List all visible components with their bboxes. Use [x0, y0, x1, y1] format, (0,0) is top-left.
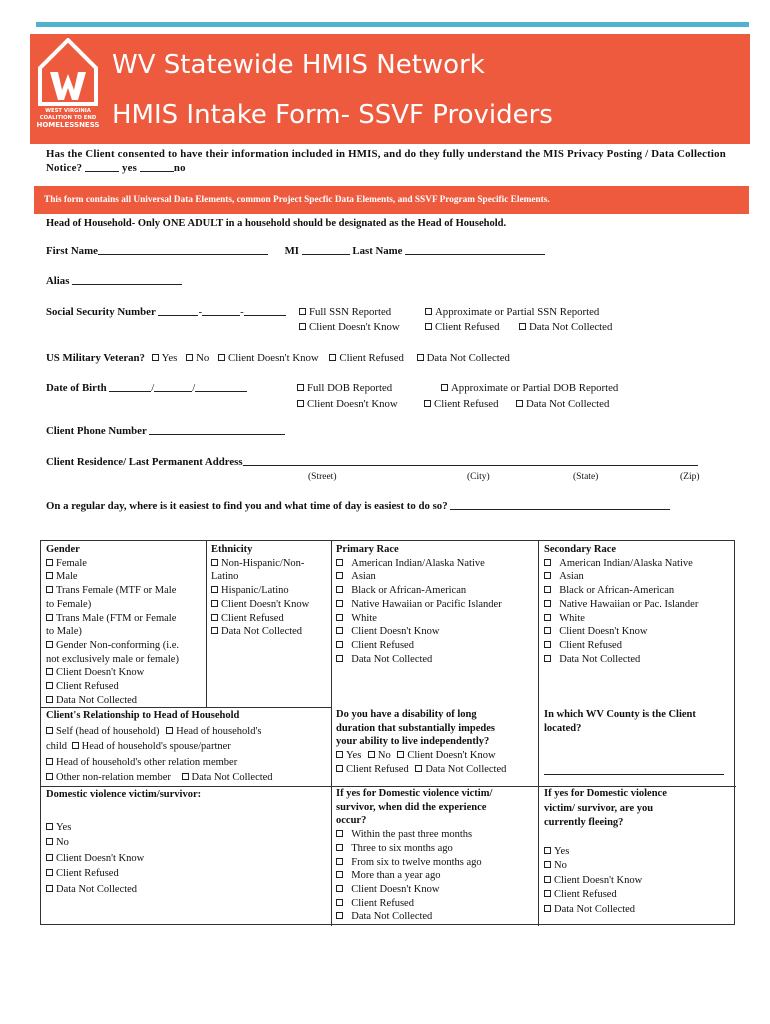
gender-male[interactable]: Male — [46, 570, 179, 584]
secondary-race-option[interactable]: Black or African-American — [544, 584, 698, 598]
checkbox-icon — [368, 751, 375, 758]
checkbox-icon — [336, 627, 343, 634]
checkbox-icon — [415, 765, 422, 772]
checkbox-icon — [46, 854, 53, 861]
ethnicity-cell: Ethnicity Non-Hispanic/Non- Latino Hispanic/Latino Client Doesn't Know Client Refused Data Not Collected — [211, 544, 310, 638]
checkbox-icon — [46, 641, 53, 648]
ssn-part2[interactable] — [202, 306, 240, 316]
veteran-dnc[interactable]: Data Not Collected — [417, 352, 510, 364]
checkbox-icon — [336, 614, 343, 621]
checkbox-icon — [336, 600, 343, 607]
dob-dnc-option[interactable]: Data Not Collected — [516, 398, 609, 410]
ssn-refused-option[interactable]: Client Refused — [425, 321, 499, 333]
veteran-dk[interactable]: Client Doesn't Know — [218, 352, 319, 364]
primary-race-cell: Primary Race American Indian/Alaska Native Asian Black or African-American Native Hawaiian or Pacific Islander White Client Doesn't Know Client Refused Data Not Collected — [336, 544, 502, 665]
disability-yes[interactable]: Yes — [336, 750, 361, 761]
ssn-full-option[interactable]: Full SSN Reported — [299, 306, 391, 318]
veteran-no[interactable]: No — [186, 352, 209, 364]
alias-field[interactable] — [72, 275, 182, 285]
alias-row: Alias — [46, 275, 182, 287]
dv-when-option[interactable]: More than a year ago — [336, 869, 492, 883]
checkbox-icon — [336, 765, 343, 772]
primary-race-option[interactable]: Native Hawaiian or Pacific Islander — [336, 598, 502, 612]
dv-when-option[interactable]: Client Refused — [336, 897, 492, 911]
primary-race-option[interactable]: White — [336, 612, 502, 626]
rel-hoh-child[interactable]: Head of household's — [166, 726, 261, 737]
hoh-note: Head of Household- Only ONE ADULT in a household should be designated as the Head of Household. — [46, 218, 507, 229]
checkbox-icon — [211, 586, 218, 593]
checkbox-icon — [425, 323, 432, 330]
ethnicity-non-hispanic[interactable]: Non-Hispanic/Non- — [211, 557, 309, 571]
ethnicity-dk[interactable]: Client Doesn't Know — [211, 598, 309, 612]
gender-trans-female[interactable]: Trans Female (MTF or Male — [46, 584, 179, 598]
checkbox-icon — [519, 323, 526, 330]
primary-race-option[interactable]: Client Doesn't Know — [336, 625, 502, 639]
form-title: HMIS Intake Form- SSVF Providers — [112, 100, 553, 130]
dv-when-option[interactable]: Three to six months ago — [336, 842, 492, 856]
name-row: First Name MI Last Name — [46, 245, 545, 257]
checkbox-icon — [516, 400, 523, 407]
dob-refused-option[interactable]: Client Refused — [424, 398, 498, 410]
ssn-part3[interactable] — [244, 306, 286, 316]
street-label: (Street) — [308, 472, 337, 482]
dob-row: Date of Birth / / — [46, 382, 247, 394]
checkbox-icon — [544, 614, 551, 621]
dv-when-option[interactable]: Data Not Collected — [336, 910, 492, 924]
checkbox-icon — [72, 742, 79, 749]
checkbox-icon — [46, 682, 53, 689]
zip-label: (Zip) — [680, 472, 700, 482]
checkbox-icon — [166, 727, 173, 734]
checkbox-icon — [424, 400, 431, 407]
ssn-partial-option[interactable]: Approximate or Partial SSN Reported — [425, 306, 599, 318]
gender-refused[interactable]: Client Refused — [46, 680, 179, 694]
primary-race-option[interactable]: Client Refused — [336, 639, 502, 653]
rel-spouse[interactable]: Head of household's spouse/partner — [72, 741, 231, 752]
checkbox-icon — [544, 559, 551, 566]
ethnicity-dnc[interactable]: Data Not Collected — [211, 625, 309, 639]
secondary-race-option[interactable]: Client Refused — [544, 639, 698, 653]
veteran-refused[interactable]: Client Refused — [329, 352, 403, 364]
dv-no[interactable]: No — [46, 835, 201, 851]
rel-other-relation[interactable]: Head of household's other relation member — [46, 755, 273, 771]
dob-month[interactable] — [109, 382, 151, 392]
checkbox-icon — [544, 586, 551, 593]
dv-fleeing-refused[interactable]: Client Refused — [544, 888, 667, 903]
checkbox-icon — [336, 751, 343, 758]
top-accent-line — [36, 22, 749, 27]
dv-yes[interactable]: Yes — [46, 820, 201, 836]
veteran-yes[interactable]: Yes — [152, 352, 178, 364]
ssn-part1[interactable] — [158, 306, 198, 316]
regular-day-row: On a regular day, where is it easiest to find you and what time of day is easiest to do so? — [46, 500, 670, 512]
checkbox-icon — [46, 668, 53, 675]
checkbox-icon — [182, 773, 189, 780]
checkbox-icon — [46, 559, 53, 566]
checkbox-icon — [441, 384, 448, 391]
checkbox-icon — [46, 758, 53, 765]
checkbox-icon — [544, 572, 551, 579]
state-label: (State) — [573, 472, 599, 482]
info-banner: This form contains all Universal Data Elements, common Project Specfic Data Elements, and SSVF Program Specific Elements. — [34, 186, 749, 214]
gender-cell: Gender Female Male Trans Female (MTF or Male to Female) Trans Male (FTM or Female to Male) Gender Non-conforming (i.e. not exclusively male or female) Client Doesn't Know Client Refused Data Not Collected — [46, 544, 180, 706]
checkbox-icon — [544, 641, 551, 648]
disability-refused[interactable]: Client Refused — [336, 764, 409, 775]
gender-dnc[interactable]: Data Not Collected — [46, 694, 179, 708]
checkbox-icon — [186, 354, 193, 361]
dv-cell: Domestic violence victim/survivor: Yes No Client Doesn't Know Client Refused Data Not Collected — [46, 787, 201, 897]
checkbox-icon — [544, 890, 551, 897]
dv-fleeing-dk[interactable]: Client Doesn't Know — [544, 874, 667, 889]
checkbox-icon — [218, 354, 225, 361]
checkbox-icon — [46, 823, 53, 830]
checkbox-icon — [336, 912, 343, 919]
consent-yes-blank[interactable] — [85, 162, 119, 172]
ethnicity-hispanic[interactable]: Hispanic/Latino — [211, 584, 309, 598]
dv-fleeing-dnc[interactable]: Data Not Collected — [544, 903, 667, 918]
dv-when-option[interactable]: From six to twelve months ago — [336, 856, 492, 870]
dob-dk-option[interactable]: Client Doesn't Know — [297, 398, 398, 410]
checkbox-icon — [211, 614, 218, 621]
rel-self[interactable]: Self (head of household) — [46, 726, 160, 737]
checkbox-icon — [152, 354, 159, 361]
checkbox-icon — [336, 871, 343, 878]
checkbox-icon — [46, 696, 53, 703]
gender-nonconforming[interactable]: Gender Non-conforming (i.e. — [46, 639, 179, 653]
secondary-race-option[interactable]: Native Hawaiian or Pac. Islander — [544, 598, 698, 612]
disability-cell: Do you have a disability of long duration that substantially impedes your ability to live independently? Yes No Client Doesn't Know Client Refused Data Not Collected — [336, 709, 507, 775]
checkbox-icon — [336, 844, 343, 851]
checkbox-icon — [544, 861, 551, 868]
regular-day-field[interactable] — [450, 500, 670, 510]
dv-when-option[interactable]: Within the past three months — [336, 828, 492, 842]
dv-refused[interactable]: Client Refused — [46, 866, 201, 882]
primary-race-option[interactable]: Asian — [336, 570, 502, 584]
checkbox-icon — [336, 830, 343, 837]
dv-fleeing-yes[interactable]: Yes — [544, 845, 667, 860]
dob-year[interactable] — [195, 382, 247, 392]
dob-full-option[interactable]: Full DOB Reported — [297, 382, 392, 394]
relationship-cell: Client's Relationship to Head of Household Self (head of household) Head of household's child Head of household's spouse/partner Head of household's other relation member Other non-relation member Data Not Collected — [46, 710, 273, 783]
form-header — [30, 34, 750, 144]
checkbox-icon — [336, 885, 343, 892]
checkbox-icon — [397, 751, 404, 758]
gender-trans-male[interactable]: Trans Male (FTM or Female — [46, 612, 179, 626]
dv-fleeing-no[interactable]: No — [544, 859, 667, 874]
checkbox-icon — [297, 384, 304, 391]
residence-field[interactable] — [243, 456, 698, 466]
dv-dk[interactable]: Client Doesn't Know — [46, 851, 201, 867]
checkbox-icon — [417, 354, 424, 361]
checkbox-icon — [336, 586, 343, 593]
ethnicity-refused[interactable]: Client Refused — [211, 612, 309, 626]
checkbox-icon — [297, 400, 304, 407]
residence-row: Client Residence/ Last Permanent Address — [46, 456, 698, 468]
dv-when-cell: If yes for Domestic violence victim/ survivor, when did the experience occur? Within the past three months Three to six months ago From six to twelve months ago More than a year ago Client Doesn't Know Client Refused Data Not Collected — [336, 788, 493, 923]
checkbox-icon — [336, 559, 343, 566]
checkbox-icon — [336, 858, 343, 865]
disability-dk[interactable]: Client Doesn't Know — [397, 750, 495, 761]
checkbox-icon — [544, 905, 551, 912]
gender-female[interactable]: Female — [46, 557, 179, 571]
checkbox-icon — [336, 655, 343, 662]
consent-question: Has the Client consented to have their information included in HMIS, and do they fully understand the MIS Privacy Posting / Data Collection Notice? yes no — [46, 148, 726, 174]
checkbox-icon — [329, 354, 336, 361]
dob-day[interactable] — [154, 382, 192, 392]
checkbox-icon — [211, 600, 218, 607]
phone-field[interactable] — [149, 425, 285, 435]
checkbox-icon — [544, 847, 551, 854]
checkbox-icon — [336, 641, 343, 648]
ssn-dk-option[interactable]: Client Doesn't Know — [299, 321, 400, 333]
mi-field[interactable] — [302, 245, 350, 255]
secondary-race-option[interactable]: American Indian/Alaska Native — [544, 557, 698, 571]
checkbox-icon — [211, 627, 218, 634]
county-field[interactable] — [544, 765, 724, 775]
checkbox-icon — [211, 559, 218, 566]
checkbox-icon — [46, 586, 53, 593]
disability-no[interactable]: No — [368, 750, 391, 761]
county-cell: In which WV County is the Client located? — [544, 708, 724, 779]
checkbox-icon — [46, 572, 53, 579]
dob-partial-option[interactable]: Approximate or Partial DOB Reported — [441, 382, 618, 394]
secondary-race-option[interactable]: Client Doesn't Know — [544, 625, 698, 639]
primary-race-option[interactable]: Data Not Collected — [336, 653, 502, 667]
veteran-row: US Military Veteran? Yes No Client Doesn't Know Client Refused Data Not Collected — [46, 352, 510, 364]
secondary-race-option[interactable]: Asian — [544, 570, 698, 584]
dv-fleeing-cell: If yes for Domestic violence victim/ survivor, are you currently fleeing? Yes No Client Doesn't Know Client Refused Data Not Collected — [544, 787, 667, 917]
first-name-field[interactable] — [98, 245, 268, 255]
checkbox-icon — [336, 899, 343, 906]
checkbox-icon — [46, 773, 53, 780]
rel-nonrelation[interactable]: Other non-relation member — [46, 772, 171, 783]
checkbox-icon — [46, 838, 53, 845]
ssn-dnc-option[interactable]: Data Not Collected — [519, 321, 612, 333]
checkbox-icon — [46, 869, 53, 876]
checkbox-icon — [544, 876, 551, 883]
ssn-row: Social Security Number - - — [46, 306, 286, 318]
checkbox-icon — [544, 600, 551, 607]
checkbox-icon — [46, 614, 53, 621]
gender-dk[interactable]: Client Doesn't Know — [46, 666, 179, 680]
last-name-field[interactable] — [405, 245, 545, 255]
disability-dnc[interactable]: Data Not Collected — [415, 764, 506, 775]
dv-when-option[interactable]: Client Doesn't Know — [336, 883, 492, 897]
secondary-race-cell: Secondary Race American Indian/Alaska Native Asian Black or African-American Native Hawaiian or Pac. Islander White Client Doesn't Know Client Refused Data Not Collected — [544, 544, 699, 665]
phone-row: Client Phone Number — [46, 425, 285, 437]
primary-race-option[interactable]: American Indian/Alaska Native — [336, 557, 502, 571]
checkbox-icon — [544, 627, 551, 634]
dv-dnc[interactable]: Data Not Collected — [46, 882, 201, 898]
checkbox-icon — [336, 572, 343, 579]
rel-dnc[interactable]: Data Not Collected — [182, 772, 273, 783]
secondary-race-option[interactable]: Data Not Collected — [544, 653, 698, 667]
primary-race-option[interactable]: Black or African-American — [336, 584, 502, 598]
checkbox-icon — [299, 323, 306, 330]
checkbox-icon — [425, 308, 432, 315]
checkbox-icon — [46, 727, 53, 734]
consent-no-blank[interactable] — [140, 162, 174, 172]
network-title: WV Statewide HMIS Network — [112, 50, 485, 80]
checkbox-icon — [46, 885, 53, 892]
logo-wordmark: WEST VIRGINIA COALITION TO END HOMELESSNESS — [36, 108, 100, 129]
secondary-race-option[interactable]: White — [544, 612, 698, 626]
checkbox-icon — [299, 308, 306, 315]
checkbox-icon — [544, 655, 551, 662]
city-label: (City) — [467, 472, 490, 482]
